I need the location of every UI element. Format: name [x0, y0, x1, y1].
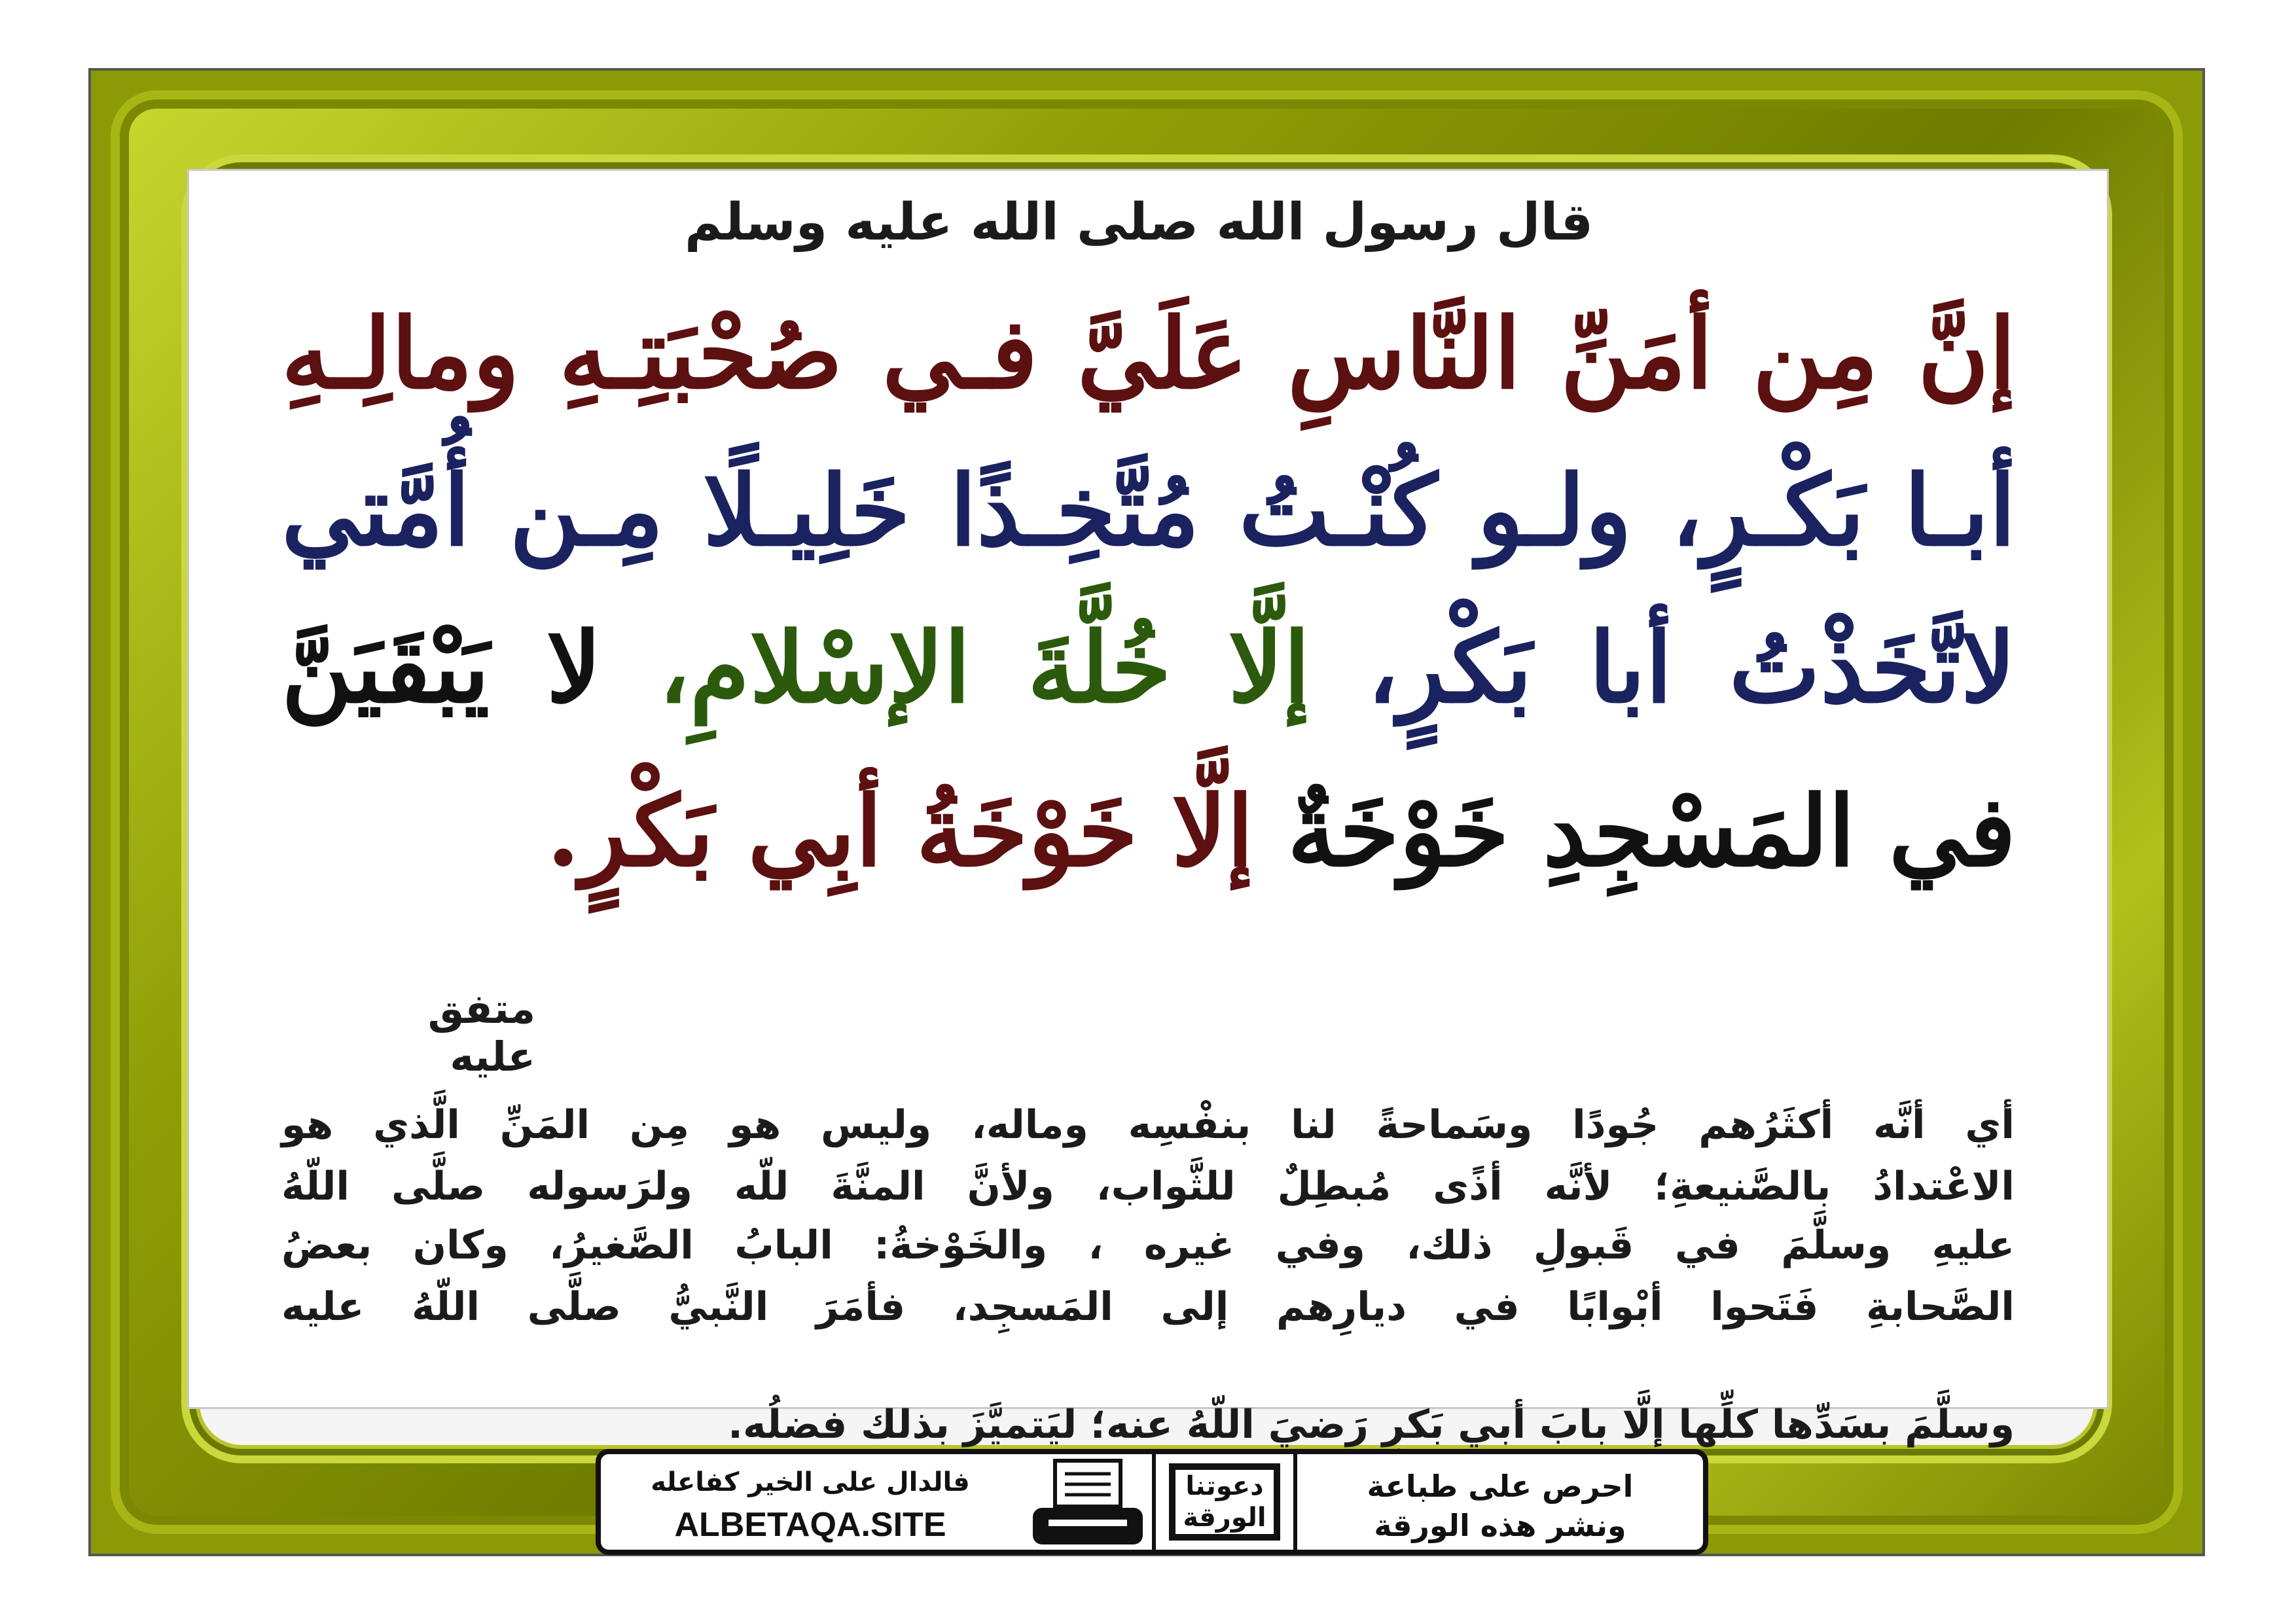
hadith-line-3-part-b: إلَّا خُلَّةَ الإسْلامِ، — [658, 611, 1310, 724]
hadith-line-1: إنَّ مِن أمَنِّ النَّاسِ عَلَيَّ فـي صُحْبَتِـهِ ومالِـهِ — [281, 296, 2016, 410]
explanation-line-2: الاعْتدادُ بالصَّنيعةِ؛ لأنَّه أذًى مُبطِلٌ للثَّواب، ولأنَّ المنَّةَ للّه ولرَسوله صلَّى اللّهُ — [281, 1164, 2015, 1209]
hadith-line-3-part-c: لا يَبْقَيَنَّ — [281, 611, 602, 724]
hadith-line-4-part-a: في المَسْجِدِ خَوْخَةٌ — [1287, 774, 2016, 888]
explanation-line-4: الصَّحابةِ فَتَحوا أبْوابًا في ديارِهم إلى المَسجِد، فأمَرَ النَّبيُّ صلَّى اللّهُ عليه — [281, 1284, 2015, 1330]
explanation-line-3: عليهِ وسلَّمَ في قَبولِ ذلك، وفي غيره ، والخَوْخةُ: البابُ الصَّغيرُ، وكان بعضُ — [281, 1222, 2015, 1268]
hadith-line-3 — [281, 602, 2016, 733]
printer-icon — [1029, 1458, 1147, 1550]
hadith-line-4 — [281, 766, 2016, 897]
banner-left-line-1: فالدال على الخير كفاعله — [651, 1467, 970, 1497]
logo-text-2: الورقة — [1183, 1503, 1266, 1533]
banner-right-line-2: ونشر هذه الورقة — [1374, 1508, 1626, 1543]
explanation-line-5: وسلَّمَ بسَدِّها كلِّها إلَّا بابَ أبي بَكرٍ رَضيَ اللّهُ عنه؛ ليَتميَّزَ بذلك فضلُه. — [728, 1402, 2015, 1448]
intro-heading: قال رسول الله صلى الله عليه وسلم — [684, 193, 1594, 252]
hadith-line-3-part-a: لاتَّخَذْتُ أبا بَكْرٍ، — [1367, 611, 2016, 724]
banner-right-line-1: احرص على طباعة — [1367, 1469, 1634, 1504]
banner-printer — [1016, 1454, 1160, 1550]
banner-print-call — [1297, 1454, 1703, 1550]
explanation-line-1: أي أنَّه أكثَرُهم جُودًا وسَماحةً لنا بنفْسِه وماله، وليس هو مِن المَنِّ الَّذي هو — [281, 1102, 2015, 1148]
hadith-line-2: أبـا بَكْـرٍ، ولـو كُنْـتُ مُتَّخِـذًا خَلِيـلًا مِـن أُمَّتي — [281, 454, 2016, 567]
hadith-source: متفق عليه — [427, 985, 535, 1080]
footer-banner — [596, 1449, 1708, 1555]
hadith-line-4-part-b: إلَّا خَوْخَةُ أبِي بَكْرٍ. — [546, 774, 1254, 888]
banner-logo — [1152, 1454, 1297, 1550]
logo-text-1: دعوتنا — [1185, 1471, 1264, 1501]
logo-mark — [1169, 1463, 1280, 1541]
website-label: ALBETAQA.SITE — [674, 1506, 946, 1544]
banner-website — [601, 1454, 1020, 1550]
